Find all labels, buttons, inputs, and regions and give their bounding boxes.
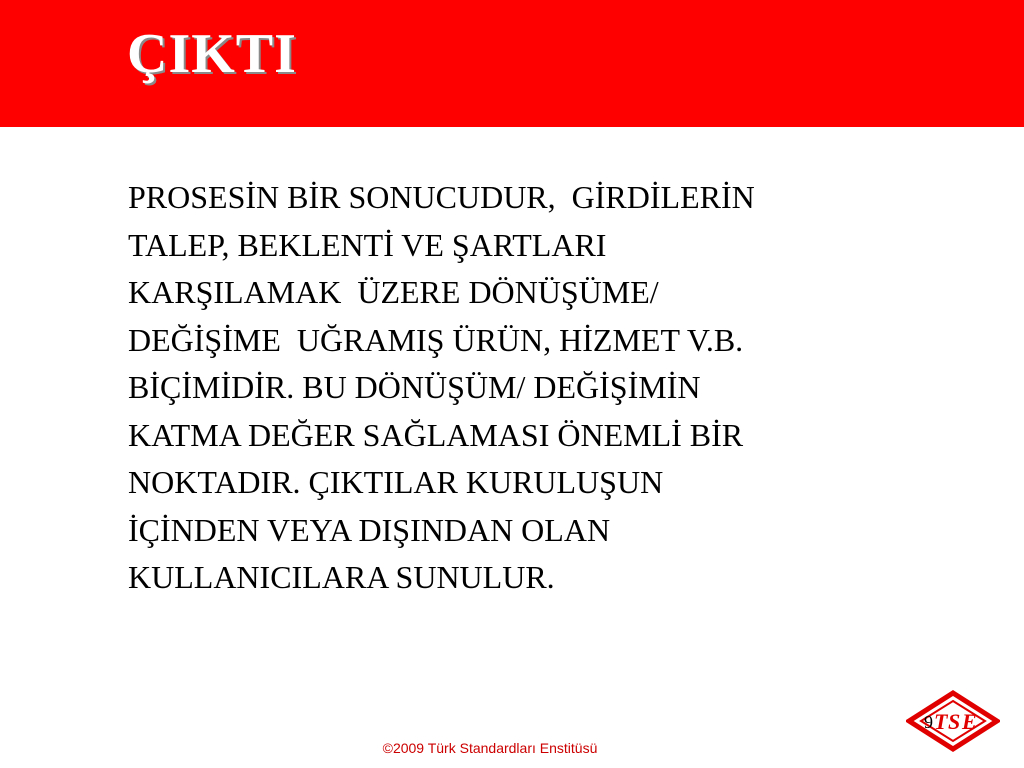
body-line: NOKTADIR. ÇIKTILAR KURULUŞUN: [128, 464, 664, 500]
body-line: İÇİNDEN VEYA DIŞINDAN OLAN: [128, 511, 611, 548]
slide-number: 9: [924, 712, 933, 732]
body-line: KULLANICILARA SUNULUR.: [128, 559, 555, 595]
body-line: BİÇİMİDİR. BU DÖNÜŞÜM/ DEĞİŞİMİN: [128, 369, 701, 405]
svg-text:S: S: [948, 709, 961, 734]
footer-copyright: ©2009 Türk Standardları Enstitüsü: [382, 740, 598, 756]
slide-title: ÇIKTI: [127, 23, 297, 85]
body-line: TALEP, BEKLENTİ VE ŞARTLARI: [128, 226, 607, 263]
body-line: DEĞİŞİME UĞRAMIŞ ÜRÜN, HİZMET V.B.: [128, 321, 744, 358]
svg-text:E: E: [962, 709, 977, 734]
body-line: PROSESİN BİR SONUCUDUR, GİRDİLERİN: [128, 179, 755, 215]
slide-body: [128, 174, 948, 602]
svg-text:T: T: [934, 709, 948, 734]
body-line: KATMA DEĞER SAĞLAMASI ÖNEMLİ BİR: [128, 416, 744, 453]
body-line: KARŞILAMAK ÜZERE DÖNÜŞÜME/: [128, 274, 659, 310]
